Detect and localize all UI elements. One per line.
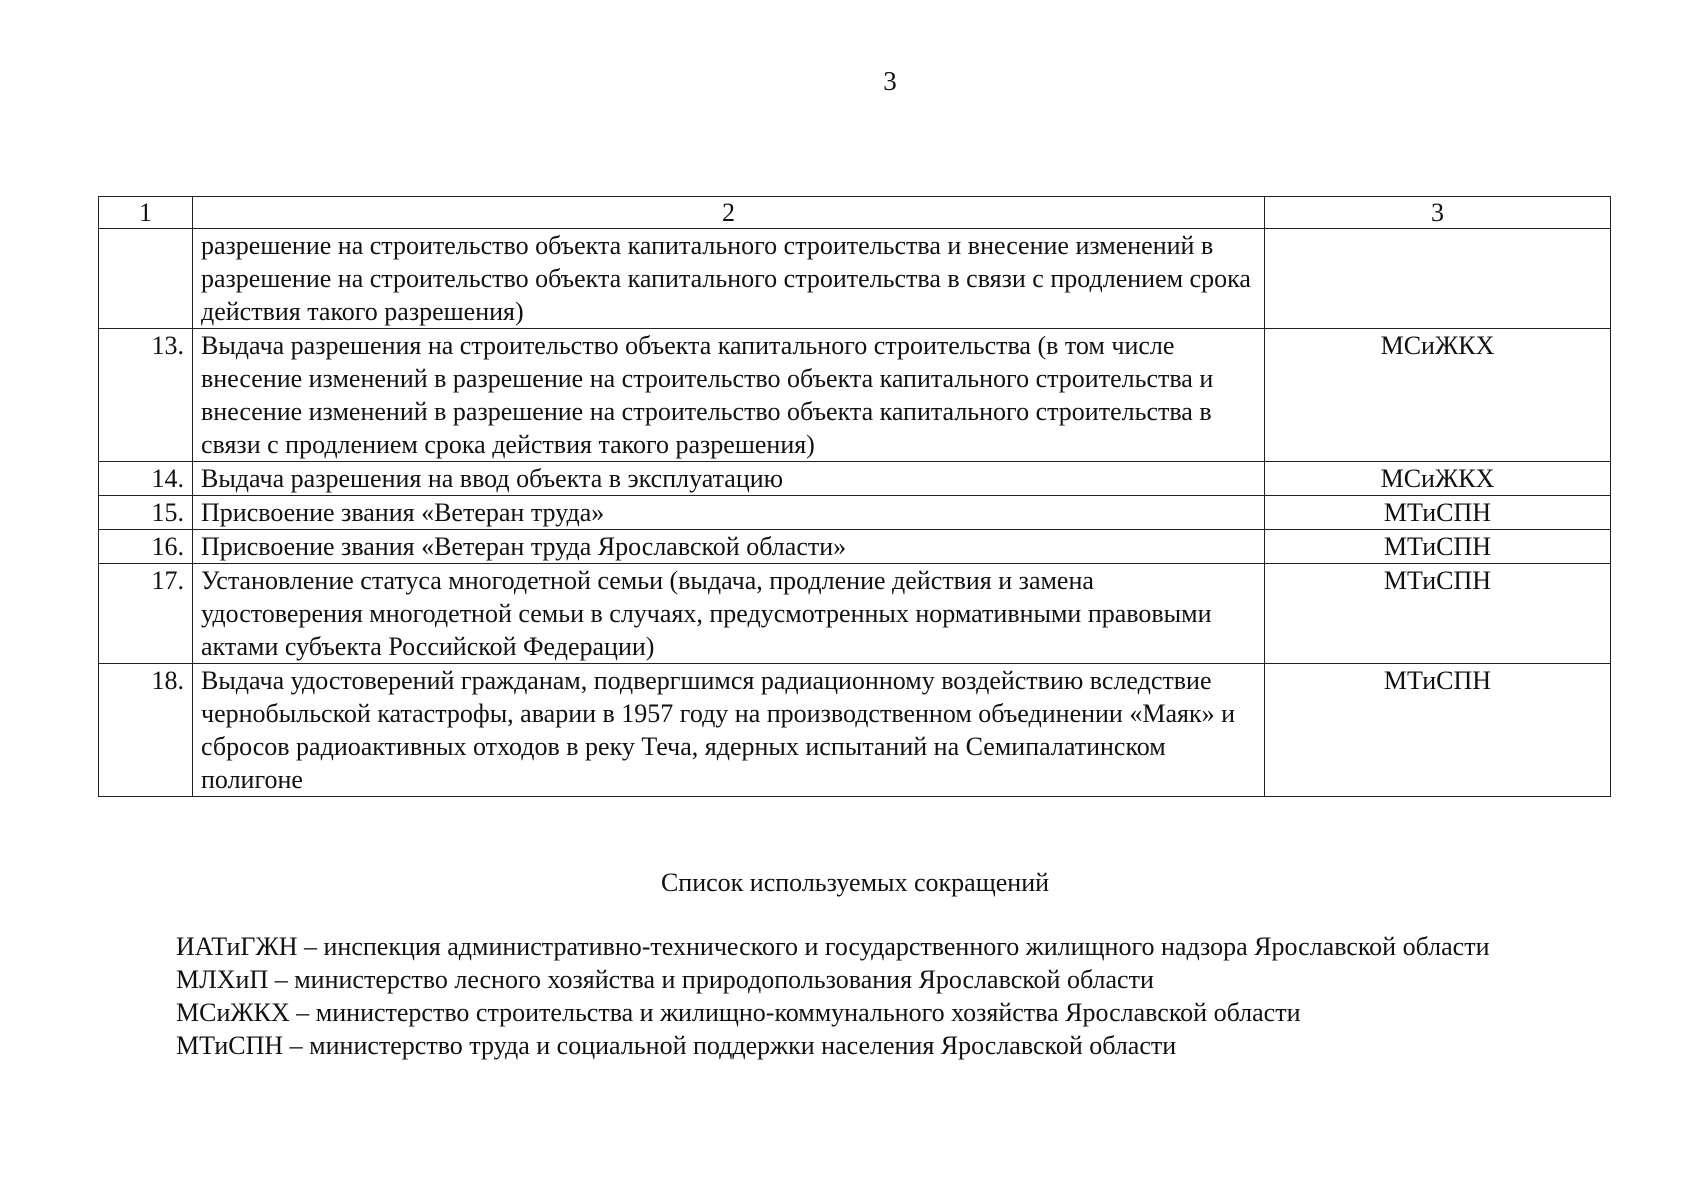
row-agency: МТиСПН [1265,564,1611,664]
table-row [99,462,1611,496]
table-row [99,229,1611,329]
column-header-agency: 3 [1265,197,1611,229]
row-number: 16. [99,530,193,564]
table-row [99,329,1611,462]
abbreviations-title: Список используемых сокращений [660,868,1050,897]
row-agency: МТиСПН [1265,664,1611,797]
row-agency: МТиСПН [1265,496,1611,530]
abbreviation-item: ИАТиГЖН – инспекция административно-технического и государственного жилищного надзора Ярославской области [176,932,1490,961]
column-header-number: 1 [99,197,193,229]
row-service-text: Присвоение звания «Ветеран труда Ярославской области» [193,530,1265,564]
abbreviations-list [104,930,1604,1062]
row-number: 18. [99,664,193,797]
row-service-text: Выдача разрешения на строительство объекта капитального строительства (в том числе внесение изменений в разрешение на строительство объекта капитального строительства и внесение изменений в разрешение на строительство объекта капитального строительства в связи с продлением срока действия такого разрешения) [193,329,1265,462]
table-row [99,496,1611,530]
table-row [99,664,1611,797]
table-header-row [99,197,1611,229]
row-number: 14. [99,462,193,496]
row-service-text: Выдача разрешения на ввод объекта в эксплуатацию [193,462,1265,496]
column-header-service: 2 [193,197,1265,229]
row-agency [1265,229,1611,329]
table-row [99,530,1611,564]
row-service-text: Присвоение звания «Ветеран труда» [193,496,1265,530]
row-number: 15. [99,496,193,530]
row-agency: МСиЖКХ [1265,329,1611,462]
abbreviation-item: МСиЖКХ – министерство строительства и жилищно-коммунального хозяйства Ярославской области [176,998,1301,1027]
row-agency: МСиЖКХ [1265,462,1611,496]
row-service-text: Установление статуса многодетной семьи (выдача, продление действия и замена удостоверения многодетной семьи в случаях, предусмотренных нормативными правовыми актами субъекта Российской Федерации) [193,564,1265,664]
row-service-text: Выдача удостоверений гражданам, подвергшимся радиационному воздействию вследствие чернобыльской катастрофы, аварии в 1957 году на производственном объединении «Маяк» и сбросов радиоактивных отходов в реку Теча, ядерных испытаний на Семипалатинском полигоне [193,664,1265,797]
abbreviation-item: МТиСПН – министерство труда и социальной поддержки населения Ярославской области [176,1031,1177,1060]
page-number: 3 [883,66,897,96]
row-number [99,229,193,329]
row-agency: МТиСПН [1265,530,1611,564]
row-service-text: разрешение на строительство объекта капитального строительства и внесение изменений в разрешение на строительство объекта капитального строительства в связи с продлением срока действия такого разрешения) [193,229,1265,329]
row-number: 17. [99,564,193,664]
abbreviation-item: МЛХиП – министерство лесного хозяйства и природопользования Ярославской области [176,965,1154,994]
services-table [98,196,1611,797]
row-number: 13. [99,329,193,462]
table-row [99,564,1611,664]
